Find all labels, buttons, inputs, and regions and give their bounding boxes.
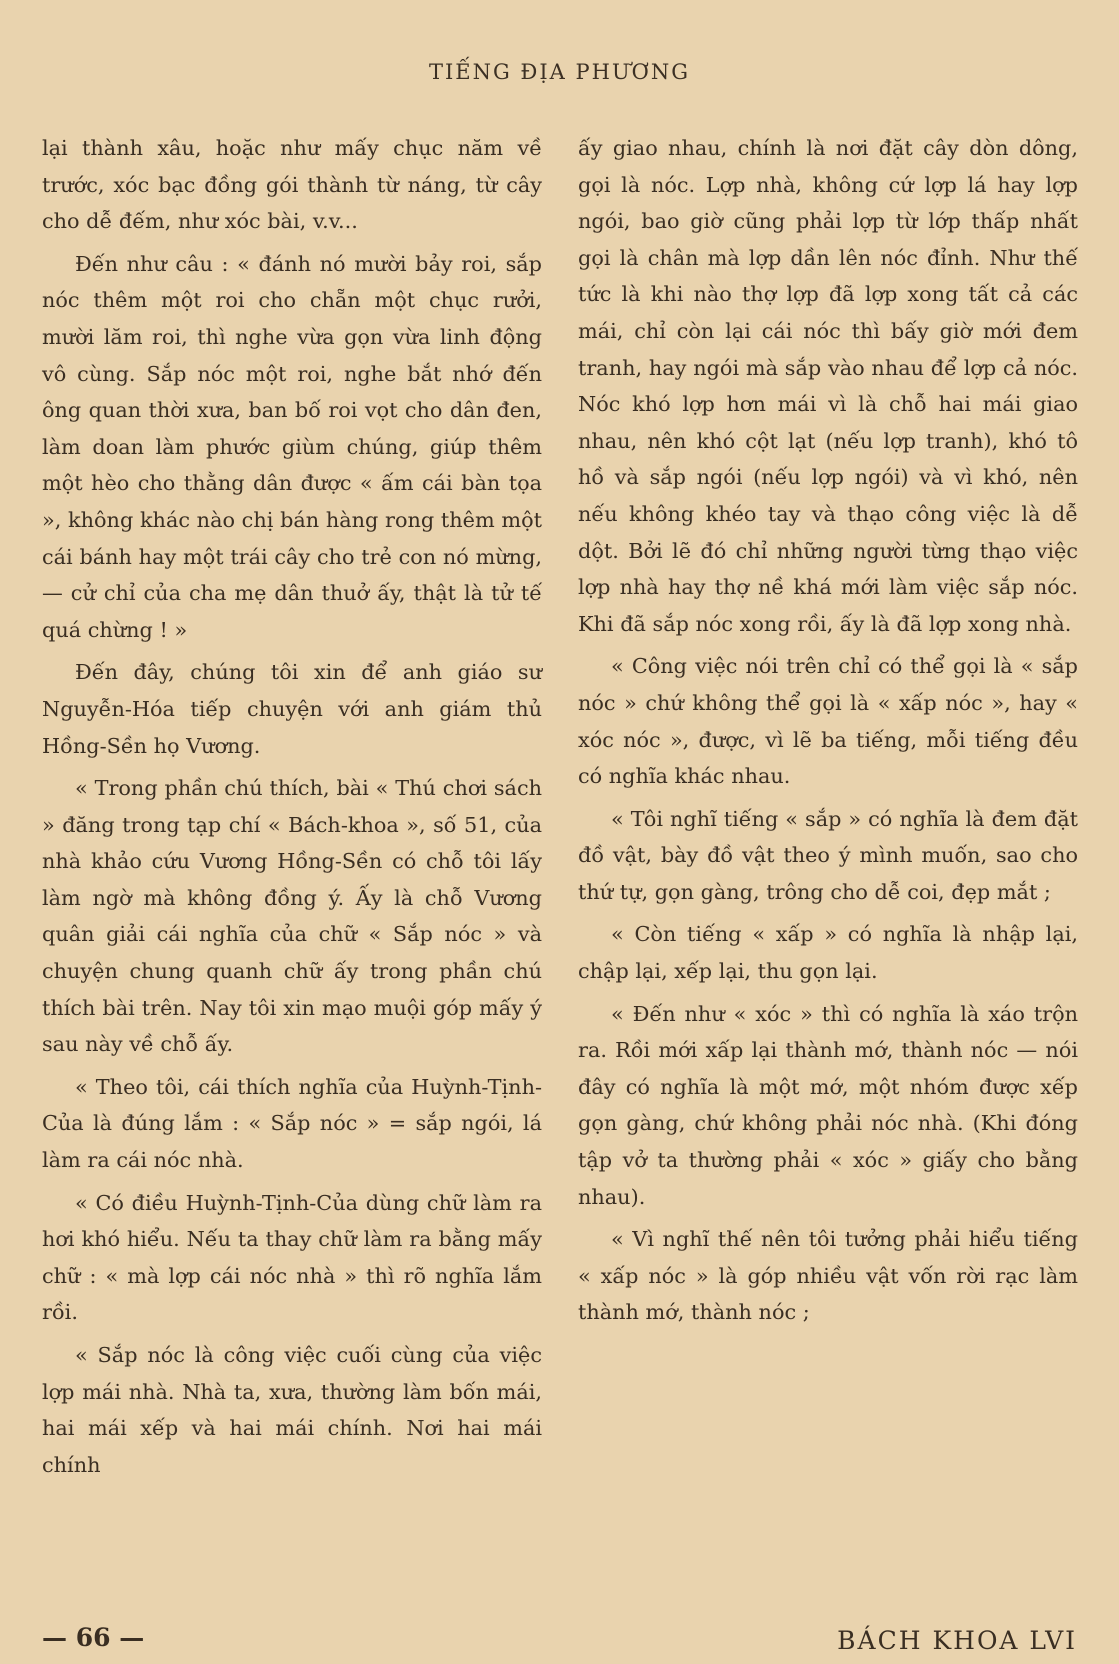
magazine-title: BÁCH KHOA LVI xyxy=(837,1626,1077,1655)
paragraph: lại thành xâu, hoặc như mấy chục năm về trước, xóc bạc đồng gói thành từ náng, từ cây cho dễ đếm, như xóc bài, v.v... xyxy=(42,136,542,234)
paragraph: « Trong phần chú thích, bài « Thú chơi sách » đăng trong tạp chí « Bách-khoa », số 51, của nhà khảo cứu Vương Hồng-Sền có chỗ tôi lấy làm ngờ mà không đồng ý. Ấy là chỗ Vương quân giải cái nghĩa của chữ « Sắp nóc » và chuyện chung quanh chữ ấy trong phần chú thích bài trên. Nay tôi xin mạo muội góp mấy ý sau này về chỗ ấy. xyxy=(42,776,542,1057)
paragraph: « Còn tiếng « xấp » có nghĩa là nhập lại, chập lại, xếp lại, thu gọn lại. xyxy=(578,922,1078,984)
paragraph: « Tôi nghĩ tiếng « sắp » có nghĩa là đem đặt đồ vật, bày đồ vật theo ý mình muốn, sao cho thứ tự, gọn gàng, trông cho dễ coi, đẹp mắt ; xyxy=(578,806,1078,904)
paragraph: Đến như câu : « đánh nó mười bảy roi, sắp nóc thêm một roi cho chẵn một chục rưởi, mười lăm roi, thì nghe vừa gọn vừa linh động vô cùng. Sắp nóc một roi, nghe bắt nhớ đến ông quan thời xưa, ban bố roi vọt cho dân đen, làm doan làm phước giùm chúng, giúp thêm một hèo cho thằng dân được « ấm cái bàn tọa », không khác nào chị bán hàng rong thêm một cái bánh hay một trái cây cho trẻ con nó mừng, — cử chỉ của cha mẹ dân thuở ấy, thật là tử tế quá chừng ! » xyxy=(42,251,542,642)
right-column xyxy=(578,130,1078,1331)
paragraph: « Vì nghĩ thế nên tôi tưởng phải hiểu tiếng « xấp nóc » là góp nhiều vật vốn rời rạc làm thành mớ, thành nóc ; xyxy=(578,1227,1078,1325)
left-column xyxy=(42,130,542,1483)
paragraph: Đến đây, chúng tôi xin để anh giáo sư Nguyễn-Hóa tiếp chuyện với anh giám thủ Hồng-Sền họ Vương. xyxy=(42,660,542,758)
paragraph: « Theo tôi, cái thích nghĩa của Huỳnh-Tịnh-Của là đúng lắm : « Sắp nóc » = sắp ngói, lá làm ra cái nóc nhà. xyxy=(42,1074,542,1173)
paragraph: « Sắp nóc là công việc cuối cùng của việc lợp mái nhà. Nhà ta, xưa, thường làm bốn mái, hai mái xếp và hai mái chính. Nơi hai mái chính xyxy=(42,1343,542,1477)
paragraph: « Đến như « xóc » thì có nghĩa là xáo trộn ra. Rồi mới xấp lại thành mớ, thành nóc — nói đây có nghĩa là một mớ, một nhóm được xếp gọn gàng, chứ không phải nóc nhà. (Khi đóng tập vở ta thường phải « xóc » giấy cho bằng nhau). xyxy=(578,1001,1078,1209)
paragraph: « Có điều Huỳnh-Tịnh-Của dùng chữ làm ra hơi khó hiểu. Nếu ta thay chữ làm ra bằng mấy chữ : « mà lợp cái nóc nhà » thì rõ nghĩa lắm rồi. xyxy=(42,1190,542,1325)
running-header: TIẾNG ĐỊA PHƯƠNG xyxy=(428,60,691,84)
page-number: — 66 — xyxy=(42,1623,145,1652)
paragraph: « Công việc nói trên chỉ có thể gọi là « sắp nóc » chứ không thể gọi là « xấp nóc », hay « xóc nóc », được, vì lẽ ba tiếng, mỗi tiếng đều có nghĩa khác nhau. xyxy=(578,654,1078,789)
paragraph: ấy giao nhau, chính là nơi đặt cây dòn dông, gọi là nóc. Lợp nhà, không cứ lợp lá hay lợp ngói, bao giờ cũng phải lợp từ lớp thấp nhất gọi là chân mà lợp dần lên nóc đỉnh. Như thế tức là khi nào thợ lợp đã lợp xong tất cả các mái, chỉ còn lại cái nóc thì bấy giờ mới đem tranh, hay ngói mà sắp vào nhau để lợp cả nóc. Nóc khó lợp hơn mái vì là chỗ hai mái giao nhau, nên khó cột lạt (nếu lợp tranh), khó tô hồ và sắp ngói (nếu lợp ngói) và vì khó, nên nếu không khéo tay và thạo công việc là dễ dột. Bởi lẽ đó chỉ những người từng thạo việc lợp nhà hay thợ nề khá mới làm việc sắp nóc. Khi đã sắp nóc xong rồi, ấy là đã lợp xong nhà. xyxy=(578,136,1078,636)
